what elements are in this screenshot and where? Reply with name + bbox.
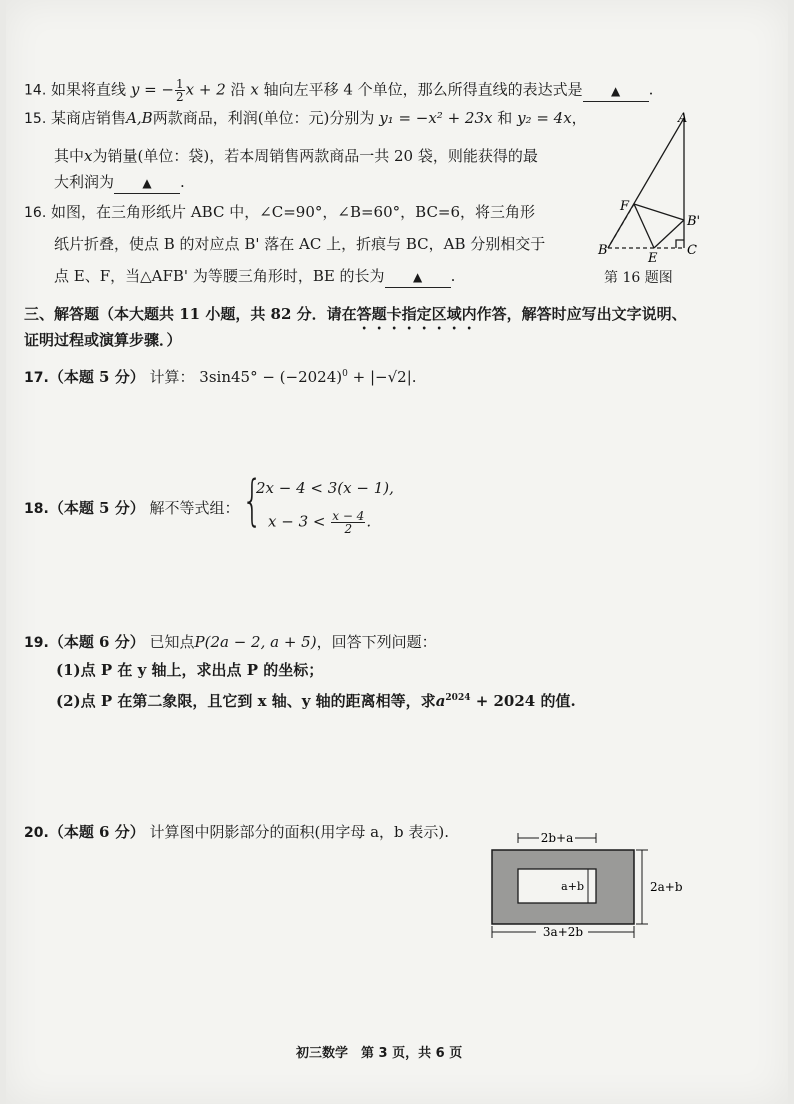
answer-blank[interactable]: ▲ <box>583 80 649 102</box>
section-3-header-line-2: 证明过程或演算步骤．） <box>24 331 182 349</box>
label-A: A <box>678 111 688 126</box>
question-19-part-1: (1)点 P 在 y 轴上，求出点 P 的坐标； <box>56 661 324 679</box>
question-19: 19.（本题 6 分） 已知点P(2a − 2, a + 5)，回答下列问题： <box>24 633 437 651</box>
fraction: $\frac{1}{2}$ <box>176 77 184 104</box>
question-18: 18.（本题 5 分） 解不等式组： <box>24 499 240 517</box>
question-16-line-2: 纸片折叠，使点 B 的对应点 B' 落在 AC 上，折痕与 BC，AB 分别相交于 <box>54 235 546 253</box>
question-16-line-1: 16. 如图，在三角形纸片 ABC 中，∠C=90°，∠B=60°，BC=6，将三角形 <box>24 203 536 221</box>
question-17: 17.（本题 5 分） 计算： $3\sin 45^\circ - (-2024)^0 + |-√2|$. <box>24 368 417 386</box>
inequality-2: x − 3 < $\frac{x - 4}{2}$ . <box>268 509 372 536</box>
exam-page <box>6 0 788 1104</box>
figure-16-caption: 第 16 题图 <box>604 270 673 286</box>
inequality-1: 2x − 4 < 3(x − 1), <box>256 479 394 497</box>
question-20: 20.（本题 6 分） 计算图中阴影部分的面积(用字母 a，b 表示). <box>24 823 450 841</box>
figure-16-triangle <box>588 108 708 268</box>
question-16-line-3: 点 E、F，当△AFB' 为等腰三角形时，BE 的长为 ▲ . <box>54 266 455 288</box>
figure-20-shaded-frame <box>476 828 686 948</box>
question-15-line-1: 15. 某商店销售A,B两款商品，利润(单位：元)分别为 y₁ = −x² + 23x 和 y₂ = 4x， <box>24 109 587 127</box>
label-inner-height: a+b <box>561 880 584 893</box>
answer-blank[interactable]: ▲ <box>114 172 180 194</box>
question-14: 14. 如果将直线 y = − $\frac{1}{2}$ x + 2 沿 x 轴向左平移 4 个单位，那么所得直线的表达式是 ▲ . <box>24 77 654 104</box>
label-B-prime: B' <box>687 214 701 229</box>
label-C: C <box>687 243 697 258</box>
section-3-header: 三、解答题（本大题共 11 小题，共 82 分．请在答题卡指定区域内作答，解答时应写出文字说明、 <box>24 305 687 323</box>
fraction: $\frac{x - 4}{2}$ <box>332 509 365 536</box>
label-top-width: 2b+a <box>540 831 574 845</box>
page-footer: 初三数学 第 3 页，共 6 页 <box>296 1046 463 1061</box>
answer-blank[interactable]: ▲ <box>385 266 451 288</box>
label-B: B <box>598 243 608 258</box>
question-19-part-2: (2)点 P 在第二象限，且它到 x 轴、y 轴的距离相等，求$a^{2024} + 2024$ 的值. <box>56 692 576 710</box>
label-F: F <box>620 199 630 214</box>
label-bottom-width: 3a+2b <box>542 925 584 939</box>
system-brace: { <box>241 469 263 532</box>
question-15-line-3: 大利润为 ▲ . <box>54 172 185 194</box>
question-15-line-2: 其中x为销量(单位：袋)，若本周销售两款商品一共 20 袋，则能获得的最 <box>54 147 538 165</box>
label-outer-height: 2a+b <box>650 880 683 894</box>
label-E: E <box>648 251 658 266</box>
